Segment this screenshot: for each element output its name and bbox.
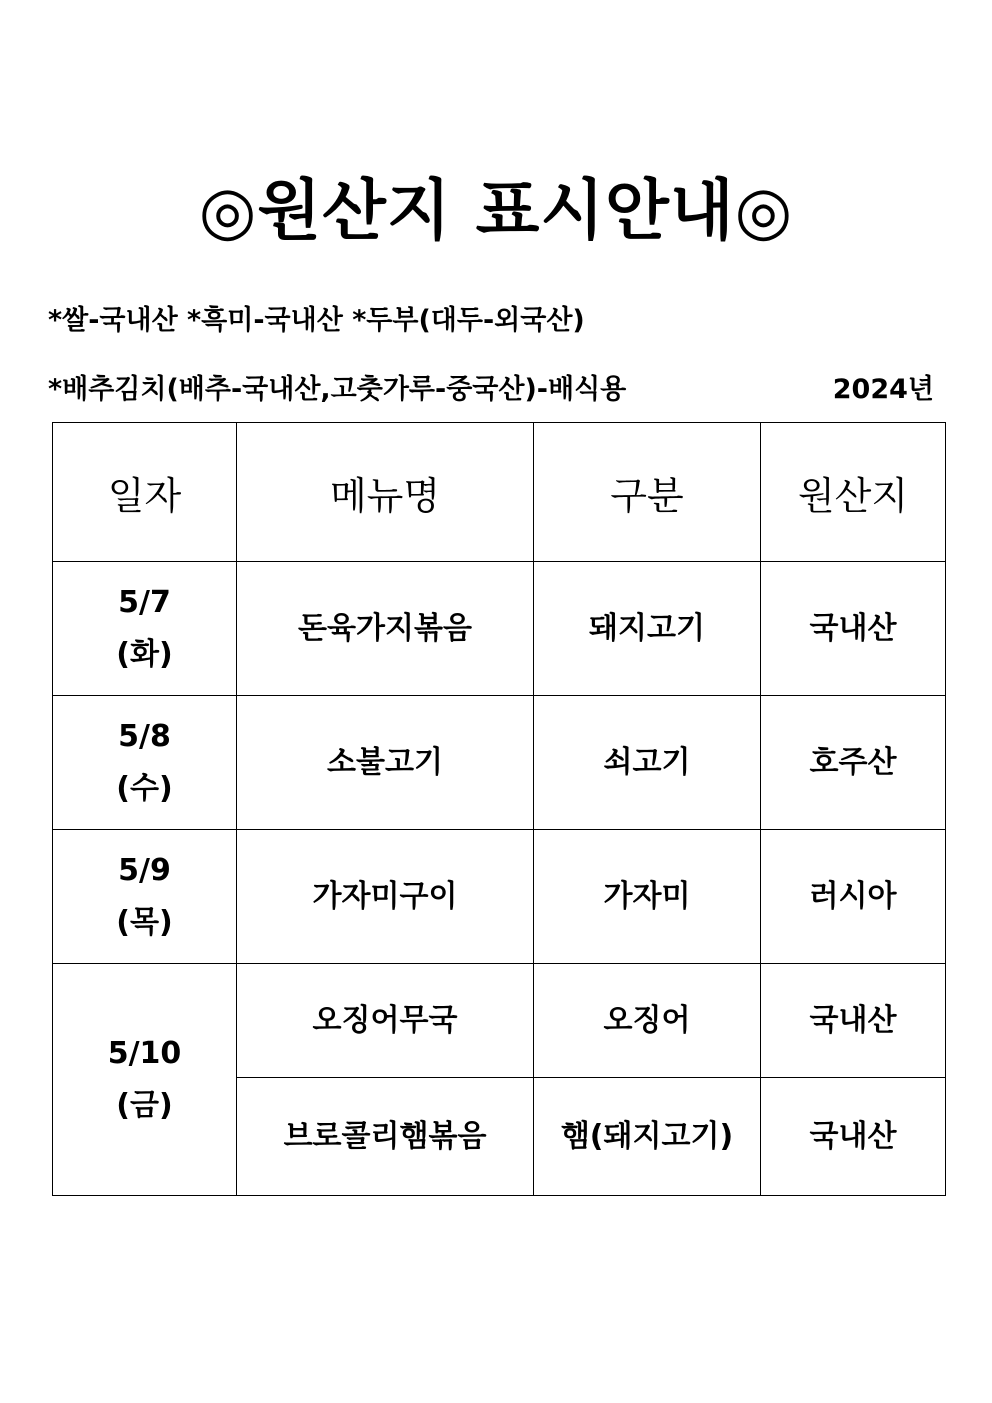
origin-cell: 국내산 — [761, 964, 946, 1078]
menu-cell: 소불고기 — [237, 696, 534, 830]
menu-cell: 돈육가지볶음 — [237, 562, 534, 696]
category-cell: 오징어 — [534, 964, 761, 1078]
category-cell: 쇠고기 — [534, 696, 761, 830]
menu-cell: 브로콜리햄볶음 — [237, 1078, 534, 1196]
weekday-value: (화) — [116, 636, 173, 672]
category-cell: 햄(돼지고기) — [534, 1078, 761, 1196]
page-title: ◎원산지 표시안내◎ — [198, 172, 794, 249]
category-cell: 돼지고기 — [534, 562, 761, 696]
date-value: 5/9 — [118, 852, 171, 888]
table-row — [53, 562, 946, 696]
menu-cell: 오징어무국 — [237, 964, 534, 1078]
origin-cell: 국내산 — [761, 562, 946, 696]
origin-cell: 국내산 — [761, 1078, 946, 1196]
origin-cell: 호주산 — [761, 696, 946, 830]
header-origin: 원산지 — [761, 423, 946, 562]
origin-table — [52, 422, 946, 1196]
origin-note-rice-tofu: *쌀-국내산 *흑미-국내산 *두부(대두-외국산) — [48, 305, 585, 336]
table-header-row — [53, 423, 946, 562]
menu-cell: 가자미구이 — [237, 830, 534, 964]
date-cell — [53, 562, 237, 696]
category-cell: 가자미 — [534, 830, 761, 964]
date-value: 5/7 — [118, 584, 171, 620]
date-cell — [53, 696, 237, 830]
table-row — [53, 964, 946, 1078]
date-value: 5/10 — [107, 1035, 182, 1071]
weekday-value: (수) — [116, 770, 173, 806]
date-cell — [53, 830, 237, 964]
header-menu: 메뉴명 — [237, 423, 534, 562]
weekday-value: (목) — [116, 904, 173, 940]
date-value: 5/8 — [118, 718, 171, 754]
header-category: 구분 — [534, 423, 761, 562]
table-row — [53, 830, 946, 964]
year-label: 2024년 — [832, 374, 934, 405]
weekday-value: (금) — [116, 1087, 173, 1123]
date-cell — [53, 964, 237, 1196]
origin-cell: 러시아 — [761, 830, 946, 964]
header-date: 일자 — [53, 423, 237, 562]
origin-note-kimchi: *배추김치(배추-국내산,고춧가루-중국산)-배식용 — [48, 374, 627, 405]
table-row — [53, 696, 946, 830]
